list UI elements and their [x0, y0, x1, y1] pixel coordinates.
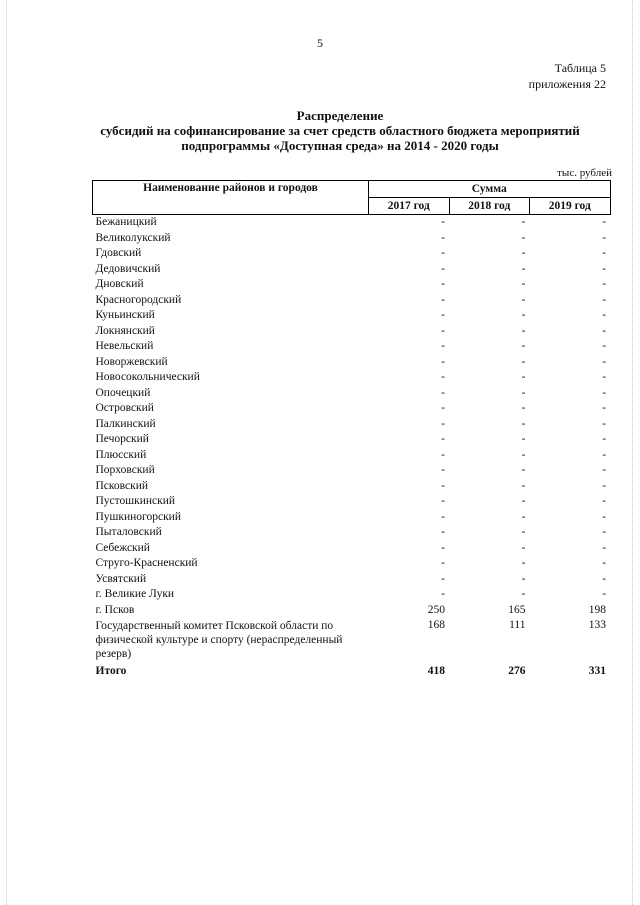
row-value-2018: -: [521, 510, 526, 523]
total-2019: 331: [588, 665, 607, 677]
row-value-2017: -: [441, 386, 445, 399]
row-name: Дедовичский: [95, 262, 161, 275]
row-value-2017: -: [441, 526, 445, 538]
row-value-2018: -: [521, 464, 526, 476]
row-name: Порховский: [95, 464, 155, 476]
row-value-2018: -: [521, 433, 526, 445]
unit-label: тыс. рублей: [557, 167, 612, 179]
row-value-2018: -: [521, 448, 526, 461]
row-name: Локнянский: [95, 324, 155, 337]
total-2017: 418: [427, 665, 445, 677]
row-value-2018: -: [521, 572, 526, 585]
row-value-2018: -: [521, 216, 526, 228]
row-value-2019: -: [602, 278, 607, 290]
row-value-2019: -: [602, 386, 607, 399]
table-row: [93, 401, 611, 417]
row-value-2019: -: [602, 495, 607, 507]
row-name: г. Великие Луки: [95, 588, 175, 600]
row-value-2019: -: [602, 557, 607, 569]
row-value-2018: -: [521, 371, 526, 383]
row-value-2019: -: [602, 479, 607, 492]
row-value-2017: -: [441, 510, 445, 523]
table-row: [93, 417, 611, 433]
total-label: Итого: [95, 665, 127, 677]
row-value-2018: -: [521, 309, 526, 321]
row-value-2018: 111: [509, 619, 526, 631]
right-margin-line: [632, 0, 633, 905]
row-value-2019: -: [602, 355, 607, 368]
row-name: Печорский: [95, 433, 149, 445]
table-row: [93, 308, 611, 324]
table-body: [93, 215, 611, 680]
row-value-2017: -: [441, 557, 445, 569]
page-number: 5: [317, 36, 323, 50]
row-name: Великолукский: [95, 231, 171, 244]
row-value-2019: -: [602, 588, 607, 600]
row-value-2017: 168: [427, 619, 445, 631]
row-value-2018: -: [521, 479, 526, 492]
row-value-2019: -: [602, 572, 607, 585]
table-reference: [529, 60, 606, 92]
table-row: [93, 324, 611, 340]
row-value-2017: 250: [427, 603, 445, 616]
row-value-2018: -: [521, 355, 526, 368]
row-value-2018: -: [521, 495, 526, 507]
header-year-2018: 2018 год: [449, 198, 530, 215]
row-name: Куньинский: [95, 309, 155, 321]
table-row: [93, 293, 611, 309]
table-row: [93, 370, 611, 386]
row-name: Островский: [95, 402, 154, 414]
table-row: [93, 432, 611, 448]
row-value-2018: -: [521, 324, 526, 337]
left-margin-line: [6, 0, 7, 905]
row-value-2019: -: [602, 216, 607, 228]
table-row: [93, 556, 611, 572]
row-value-2019: -: [602, 247, 607, 259]
row-value-2019: -: [602, 324, 607, 337]
row-value-2017: -: [441, 572, 445, 585]
row-value-2018: -: [521, 402, 526, 414]
row-value-2017: -: [441, 262, 445, 275]
row-value-2017: -: [441, 541, 445, 554]
row-value-2019: 133: [588, 619, 607, 631]
table-row: [93, 246, 611, 262]
row-value-2017: -: [441, 417, 445, 430]
row-name: Плюсский: [95, 448, 147, 461]
row-value-2017: -: [441, 231, 445, 244]
row-value-2018: 165: [508, 603, 526, 616]
row-value-2018: -: [521, 386, 526, 399]
row-value-2018: -: [521, 557, 526, 569]
header-year-2017: 2017 год: [369, 198, 450, 215]
row-value-2019: -: [602, 231, 607, 244]
row-value-2017: -: [441, 433, 445, 445]
row-value-2017: -: [441, 402, 445, 414]
row-name: Пустошкинский: [95, 495, 176, 507]
row-name: Пыталовский: [95, 526, 162, 538]
row-name: Красногородский: [95, 293, 182, 306]
row-value-2018: -: [521, 340, 526, 352]
row-value-2018: -: [521, 247, 526, 259]
table-row: [93, 525, 611, 541]
row-value-2017: -: [441, 340, 445, 352]
row-value-2019: -: [602, 293, 607, 306]
row-name: Новосокольнический: [95, 371, 200, 383]
row-value-2018: -: [521, 417, 526, 430]
row-name: Струго-Красненский: [95, 557, 198, 569]
row-value-2019: -: [602, 417, 607, 430]
row-name: Псковский: [95, 479, 149, 492]
row-value-2017: -: [441, 479, 445, 492]
row-value-2017: -: [441, 371, 445, 383]
row-name: Усвятский: [95, 572, 147, 585]
row-value-2019: -: [602, 371, 607, 383]
row-value-2017: -: [441, 293, 445, 306]
table-row: [93, 510, 611, 526]
title-line2: субсидий на софинансирование за счет средств областного бюджета мероприятий: [100, 123, 580, 138]
row-value-2017: -: [441, 247, 445, 259]
table-row: [93, 355, 611, 371]
row-value-2019: -: [602, 402, 607, 414]
row-value-2017: -: [441, 324, 445, 337]
table-row: [93, 448, 611, 464]
title-line3: подпрограммы «Доступная среда» на 2014 - 2020 годы: [181, 138, 499, 153]
row-value-2017: -: [441, 216, 445, 228]
header-year-2019: 2019 год: [530, 198, 611, 215]
table-row: [93, 618, 611, 664]
table-row: [93, 603, 611, 619]
row-value-2019: -: [602, 433, 607, 445]
table-row: [93, 587, 611, 603]
table-row: [93, 572, 611, 588]
row-name: Себежский: [95, 541, 150, 554]
row-value-2018: -: [521, 231, 526, 244]
row-name: г. Псков: [95, 603, 135, 616]
table-row: [93, 339, 611, 355]
row-name: Опочецкий: [95, 386, 151, 399]
row-name: Дновский: [95, 278, 144, 290]
row-value-2019: -: [602, 510, 607, 523]
row-name: Новоржевский: [95, 355, 168, 368]
row-name: Бежаницкий: [95, 216, 157, 228]
row-value-2019: -: [602, 541, 607, 554]
row-name: Гдовский: [95, 247, 142, 259]
row-value-2019: -: [602, 340, 607, 352]
table-row: [93, 215, 611, 231]
row-value-2018: -: [521, 278, 526, 290]
table-row: [93, 386, 611, 402]
row-value-2017: -: [441, 588, 445, 600]
row-value-2019: -: [602, 309, 607, 321]
table-reference-line1: Таблица 5: [554, 61, 606, 75]
table-row: [93, 262, 611, 278]
row-value-2019: -: [602, 464, 607, 476]
row-value-2017: -: [441, 495, 445, 507]
table-row: [93, 479, 611, 495]
table-row: [93, 231, 611, 247]
row-name: Палкинский: [95, 417, 156, 430]
row-value-2018: -: [521, 588, 526, 600]
row-name: Невельский: [95, 340, 154, 352]
table-row: [93, 277, 611, 293]
row-value-2019: -: [602, 448, 607, 461]
row-value-2018: -: [521, 293, 526, 306]
table-row: [93, 463, 611, 479]
total-2018: 276: [508, 665, 526, 677]
header-sum: Сумма: [369, 181, 611, 198]
row-value-2017: -: [441, 464, 445, 476]
table-row: [93, 494, 611, 510]
row-name: Государственный комитет Псковской области по физической культуре и спорту (нераспределенный резерв): [95, 620, 343, 660]
table-reference-line2: приложения 22: [528, 77, 606, 91]
row-value-2019: -: [602, 262, 607, 275]
table-row: [93, 541, 611, 557]
row-value-2017: -: [441, 355, 445, 368]
row-value-2017: -: [441, 278, 445, 290]
row-value-2018: -: [521, 541, 526, 554]
row-value-2018: -: [521, 262, 526, 275]
subsidy-table: [92, 180, 611, 680]
header-name: Наименование районов и городов: [93, 181, 369, 215]
row-name: Пушкиногорский: [95, 510, 181, 523]
total-row: [93, 664, 611, 680]
document-title: [60, 108, 620, 153]
title-line1: Распределение: [296, 108, 384, 123]
row-value-2017: -: [441, 309, 445, 321]
row-value-2019: -: [602, 526, 607, 538]
row-value-2018: -: [521, 526, 526, 538]
row-value-2017: -: [441, 448, 445, 461]
row-value-2019: 198: [588, 603, 607, 616]
